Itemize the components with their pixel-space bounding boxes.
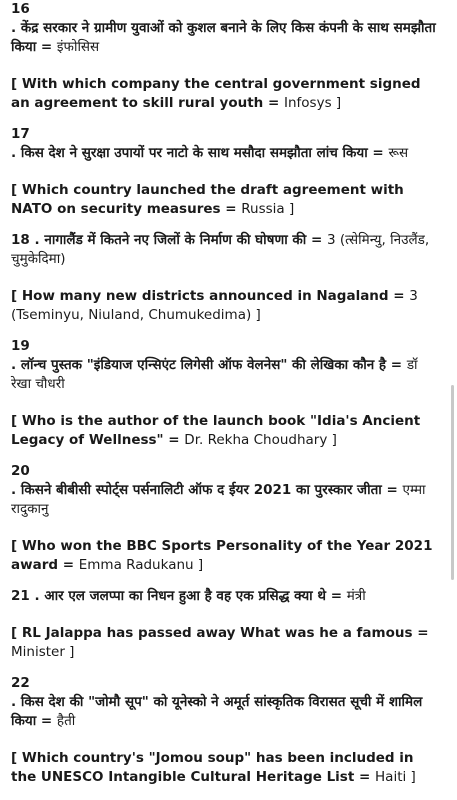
english-question-text: [ RL Jalappa has passed away What was he a famous = (11, 625, 429, 641)
hindi-answer: 3 (त्सेमिन्यु, निउलैंड, चुमुकेदिमा) (11, 232, 430, 267)
hindi-answer: हैती (56, 713, 76, 729)
hindi-question (11, 125, 441, 163)
hindi-question-text: . किस देश की "जोमौ सूप" को यूनेस्को ने अमूर्त सांस्कृतिक विरासत सूची में शामिल किया = (11, 694, 423, 729)
english-question-text: [ How many new districts announced in Nagaland = (11, 288, 410, 304)
hindi-question-text: . आर एल जलप्पा का निधन हुआ है वह एक प्रसिद्ध क्या थे = (29, 588, 347, 604)
english-answer: Minister ] (11, 644, 75, 660)
hindi-answer: डॉ रेखा चौधरी (11, 357, 418, 392)
english-question (11, 749, 441, 787)
hindi-question-text: . किस देश ने सुरक्षा उपायों पर नाटो के साथ मसौदा समझौता लांच किया = (11, 145, 389, 161)
hindi-answer: मंत्री (346, 588, 366, 604)
quiz-item-19 (11, 337, 441, 450)
hindi-question-text: . किसने बीबीसी स्पोर्ट्स पर्सनालिटी ऑफ द ईयर 2021 का पुरस्कार जीता = (11, 482, 403, 498)
english-answer: Dr. Rekha Choudhary ] (184, 432, 337, 448)
english-question-text: [ With which company the central government signed an agreement to skill rural youth = (11, 76, 421, 111)
quiz-list (11, 0, 441, 799)
english-question (11, 412, 441, 450)
quiz-item-21 (11, 587, 441, 662)
hindi-question-text: . नागालैंड में कितने नए जिलों के निर्माण की घोषणा की = (29, 232, 327, 248)
question-number: 21 (11, 588, 30, 604)
question-number: 22 (11, 675, 30, 691)
question-number: 16 (11, 1, 30, 17)
hindi-answer: एम्मा रादुकानु (11, 482, 426, 517)
english-answer: Haiti ] (375, 769, 416, 785)
english-question-text: [ Which country's "Jomou soup" has been included in the UNESCO Intangible Cultural Heritage List = (11, 750, 414, 785)
hindi-question (11, 462, 441, 519)
question-number: 20 (11, 463, 30, 479)
hindi-answer: इंफोसिस (56, 39, 100, 55)
question-number: 19 (11, 338, 30, 354)
quiz-item-22 (11, 674, 441, 787)
question-number: 18 (11, 232, 30, 248)
quiz-item-17 (11, 125, 441, 219)
english-answer: Emma Radukanu ] (78, 557, 204, 573)
hindi-question (11, 231, 441, 269)
quiz-item-16 (11, 0, 441, 113)
hindi-question (11, 674, 441, 731)
english-question-text: [ Who won the BBC Sports Personality of the Year 2021 award = (11, 538, 433, 573)
quiz-item-20 (11, 462, 441, 575)
english-answer: 3 (Tseminyu, Niuland, Chumukedima) ] (11, 288, 418, 323)
hindi-question-text: . केंद्र सरकार ने ग्रामीण युवाओं को कुशल बनाने के लिए किस कंपनी के साथ समझौता किया = (11, 20, 436, 55)
english-question-text: [ Which country launched the draft agreement with NATO on security measures = (11, 182, 404, 217)
quiz-item-18 (11, 231, 441, 325)
hindi-answer: रूस (388, 145, 409, 161)
scrollbar-thumb[interactable] (451, 385, 454, 580)
english-question (11, 287, 441, 325)
english-question (11, 75, 441, 113)
english-answer: Infosys ] (284, 95, 342, 111)
english-question (11, 624, 441, 662)
hindi-question-text: . लॉन्च पुस्तक "इंडियाज एन्सिएंट लिगेसी ऑफ वेलनेस" की लेखिका कौन है = (11, 357, 407, 373)
english-question (11, 181, 441, 219)
hindi-question (11, 0, 441, 57)
english-question-text: [ Who is the author of the launch book "Idia's Ancient Legacy of Wellness" = (11, 413, 421, 448)
hindi-question (11, 337, 441, 394)
hindi-question (11, 587, 441, 606)
english-answer: Russia ] (241, 201, 295, 217)
question-number: 17 (11, 126, 30, 142)
english-question (11, 537, 441, 575)
